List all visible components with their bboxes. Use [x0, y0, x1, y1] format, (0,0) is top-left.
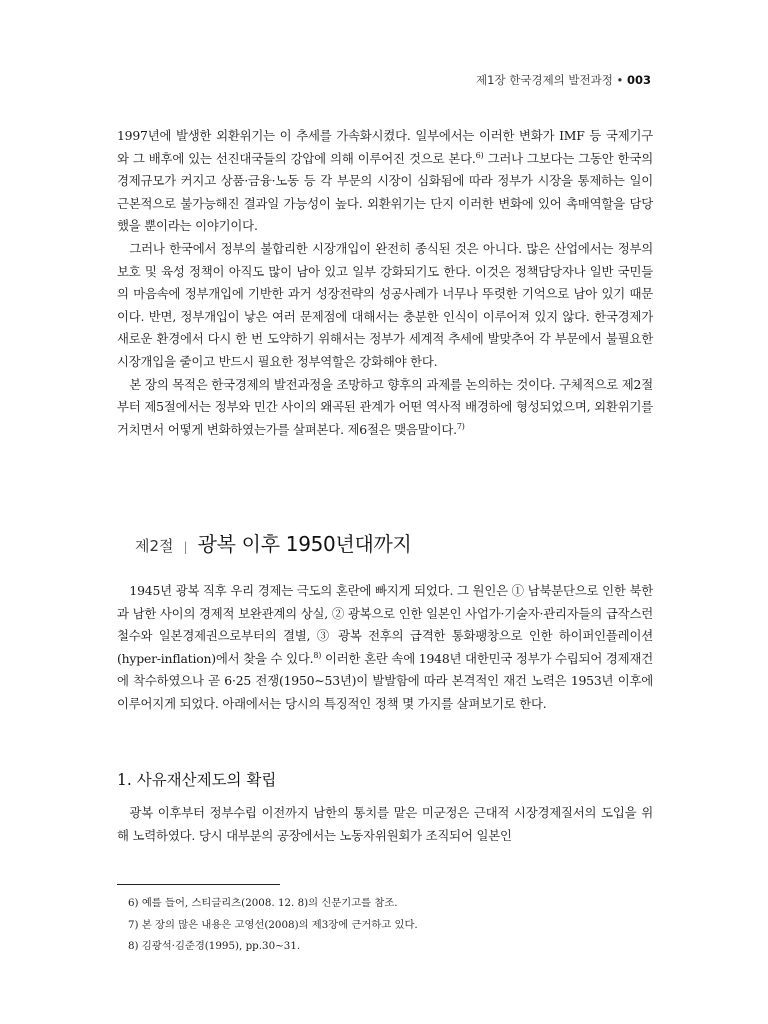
running-head	[476, 72, 651, 88]
running-head-bullet: •	[616, 73, 624, 87]
footnotes	[128, 893, 418, 958]
footnote-8: 8) 김광석·김준경(1995), pp.30∼31.	[128, 940, 301, 952]
running-title: 제1장 한국경제의 발전과정	[476, 73, 613, 87]
intro-body	[117, 125, 653, 441]
subsection-heading: 1. 사유재산제도의 확립	[117, 771, 277, 789]
section-title: 광복 이후 1950년대까지	[197, 532, 412, 556]
footnote-divider	[117, 884, 280, 885]
paragraph-5: 광복 이후부터 정부수립 이전까지 남한의 통치를 맡은 미군정은 근대적 시장경제질서의 도입을 위해 노력하였다. 당시 대부분의 공장에서는 노동자위원회가 조직되어 일본인	[117, 805, 653, 843]
paragraph-1: 1997년에 발생한 외환위기는 이 추세를 가속화시켰다. 일부에서는 이러한 변화가 IMF 등 국제기구와 그 배후에 있는 선진대국들의 강압에 의해 이루어진 것으로 본다.$^{6)}$ 그러나 그보다는 그동안 한국의 경제규모가 커지고 상품·금융·노동 등 각 부문의 시장이 심화됨에 따라 정부가 시장을 통제하는 일이 근본적으로 불가능해진 결과일 가능성이 높다. 외환위기는 단지 이러한 변화에 있어 촉매역할을 담당했을 뿐이라는 이야기이다.	[117, 128, 653, 234]
subsection-body	[117, 802, 653, 847]
section-separator: |	[183, 540, 188, 554]
footnote-ref-8: 8)	[313, 650, 322, 660]
section-heading	[135, 528, 412, 557]
footnote-6: 6) 예를 들어, 스티글리츠(2008. 12. 8)의 신문기고를 참조.	[128, 897, 398, 909]
section-body	[117, 580, 653, 716]
section-number: 제2절	[135, 537, 174, 555]
footnote-7: 7) 본 장의 많은 내용은 고영선(2008)의 제3장에 근거하고 있다.	[128, 918, 418, 931]
paragraph-2: 그러나 한국에서 정부의 불합리한 시장개입이 완전히 종식된 것은 아니다. 많은 산업에서는 정부의 보호 및 육성 정책이 아직도 많이 남아 있고 일부 강화되기도 한다. 이것은 정책담당자나 일반 국민들의 마음속에 정부개입에 기반한 과거 성장전략의 성공사례가 너무나 뚜렷한 기억으로 남아 있기 때문이다. 반면, 정부개입이 낳은 여러 문제점에 대해서는 충분한 인식이 이루어져 있지 않다. 한국경제가 새로운 환경에서 다시 한 번 도약하기 위해서는 정부가 세계적 추세에 발맞추어 각 부문에서 불필요한 시장개입을 줄이고 반드시 필요한 정부역할은 강화해야 한다.	[117, 240, 653, 369]
page-number: 003	[626, 73, 651, 87]
footnote-ref-7: 7)	[456, 421, 465, 431]
footnote-ref-6: 6)	[475, 150, 484, 160]
paragraph-3: 본 장의 목적은 한국경제의 발전과정을 조망하고 향후의 과제를 논의하는 것이다. 구체적으로 제2절부터 제5절에서는 정부와 민간 사이의 왜곡된 관계가 어떤 역사적 배경하에 형성되었으며, 외환위기를 거치면서 어떻게 변화하였는가를 살펴본다. 제6절은 맺음말이다.$^{7)}$	[117, 376, 653, 437]
paragraph-4: 1945년 광복 직후 우리 경제는 극도의 혼란에 빠지게 되었다. 그 원인은 ① 남북분단으로 인한 북한과 남한 사이의 경제적 보완관계의 상실, ② 광복으로 인한 일본인 사업가·기술자·관리자들의 급작스런 철수와 일본경제권으로부터의 결별, ③ 광복 전후의 급격한 통화팽창으로 인한 하이퍼인플레이션(hyper-inflation)에서 찾을 수 있다.$^{8)}$ 이러한 혼란 속에 1948년 대한민국 정부가 수립되어 경제재건에 착수하였으나 곧 6·25 전쟁(1950∼53년)이 발발함에 따라 본격적인 재건 노력은 1953년 이후에 이루어지게 되었다. 아래에서는 당시의 특징적인 정책 몇 가지를 살펴보기로 한다.	[117, 583, 653, 711]
